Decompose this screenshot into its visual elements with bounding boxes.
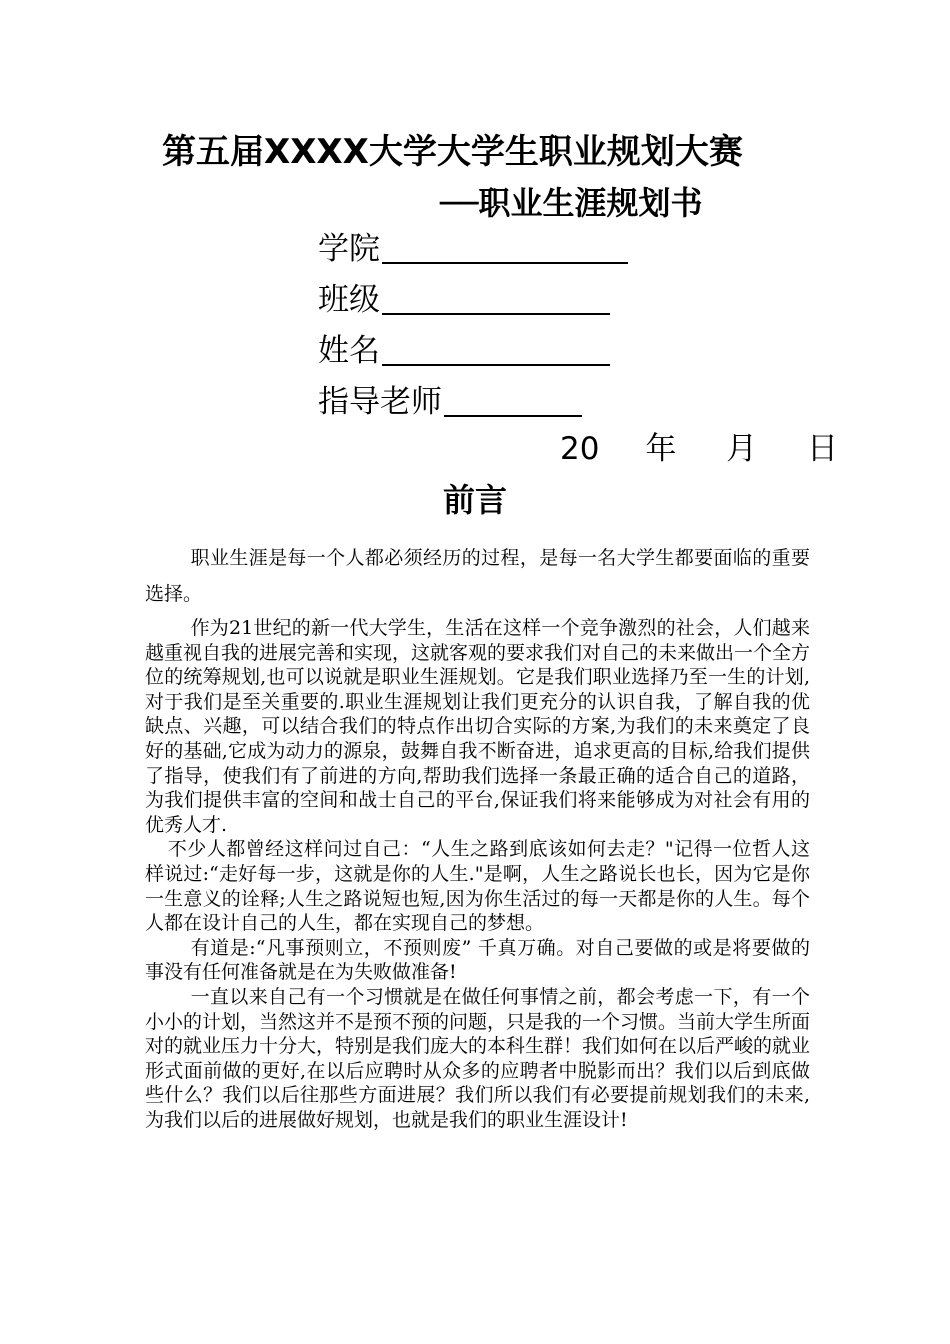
field-blank-class <box>382 283 610 315</box>
date-month: 月 <box>726 431 758 467</box>
field-college <box>318 228 628 270</box>
field-label-class: 班级 <box>318 282 380 318</box>
paragraph: 有道是:“凡事预则立，不预则废” 千真万确。对自己要做的或是将要做的事没有任何准备就是在为失败做准备! <box>145 936 810 984</box>
paragraph: 一直以来自己有一个习惯就是在做任何事情之前，都会考虑一下，有一个小小的计划，当然这并不是预不预的问题，只是我的一个习惯。当前大学生所面对的就业压力十分大，特别是我们庞大的本科生群！我们如何在以后严峻的就业形式面前做的更好,在以后应聘时从众多的应聘者中脱影而出？我们以后到底做些什么？我们以后往那些方面进展？我们所以我们有必要提前规划我们的未来,为我们以后的进展做好规划，也就是我们的职业生涯设计! <box>145 985 811 1131</box>
field-class <box>318 279 610 321</box>
paragraph: 作为21世纪的新一代大学生，生活在这样一个竞争激烈的社会，人们越来越重视自我的进展完善和实现，这就客观的要求我们对自己的未来做出一个全方位的统筹规划,也可以说就是职业生涯规划。它是我们职业选择乃至一生的计划,对于我们是至关重要的.职业生涯规划让我们更充分的认识自我，了解自我的优缺点、兴趣，可以结合我们的特点作出切合实际的方案,为我们的未来奠定了良好的基础,它成为动力的源泉，鼓舞自我不断奋进，追求更高的目标,给我们提供了指导，使我们有了前进的方向,帮助我们选择一条最正确的适合自己的道路，为我们提供丰富的空间和战士自己的平台,保证我们将来能够成为对社会有用的优秀人才. <box>145 617 811 836</box>
preface-heading: 前言 <box>442 481 507 519</box>
paragraph: 职业生涯是每一个人都必须经历的过程，是每一名大学生都要面临的重要选择。 <box>145 547 810 605</box>
field-advisor <box>318 381 582 423</box>
date-year: 年 <box>645 431 677 467</box>
date-day: 日 <box>807 431 839 467</box>
preface-body <box>145 540 810 1132</box>
paragraph: 不少人都曾经这样问过自己：“人生之路到底该如何去走？"记得一位哲人这样说过:“走好每一步，这就是你的人生."是啊，人生之路说长也长，因为它是你一生意义的诠释;人生之路说短也短,因为你生活过的每一天都是你的人生。每个人都在设计自己的人生，都在实现自己的梦想。 <box>145 838 810 935</box>
document-subtitle: ──职业生涯规划书 <box>440 184 703 222</box>
date-line <box>560 428 838 470</box>
field-blank-college <box>382 232 628 264</box>
date-year-prefix: 20 <box>560 431 600 467</box>
field-blank-name <box>382 334 610 366</box>
document-title: 第五届XXXX大学大学生职业规划大赛 <box>162 132 743 172</box>
field-label-advisor: 指导老师 <box>318 384 442 420</box>
field-name <box>318 330 610 372</box>
field-blank-advisor <box>444 385 582 417</box>
field-label-college: 学院 <box>318 231 380 267</box>
field-label-name: 姓名 <box>318 333 380 369</box>
